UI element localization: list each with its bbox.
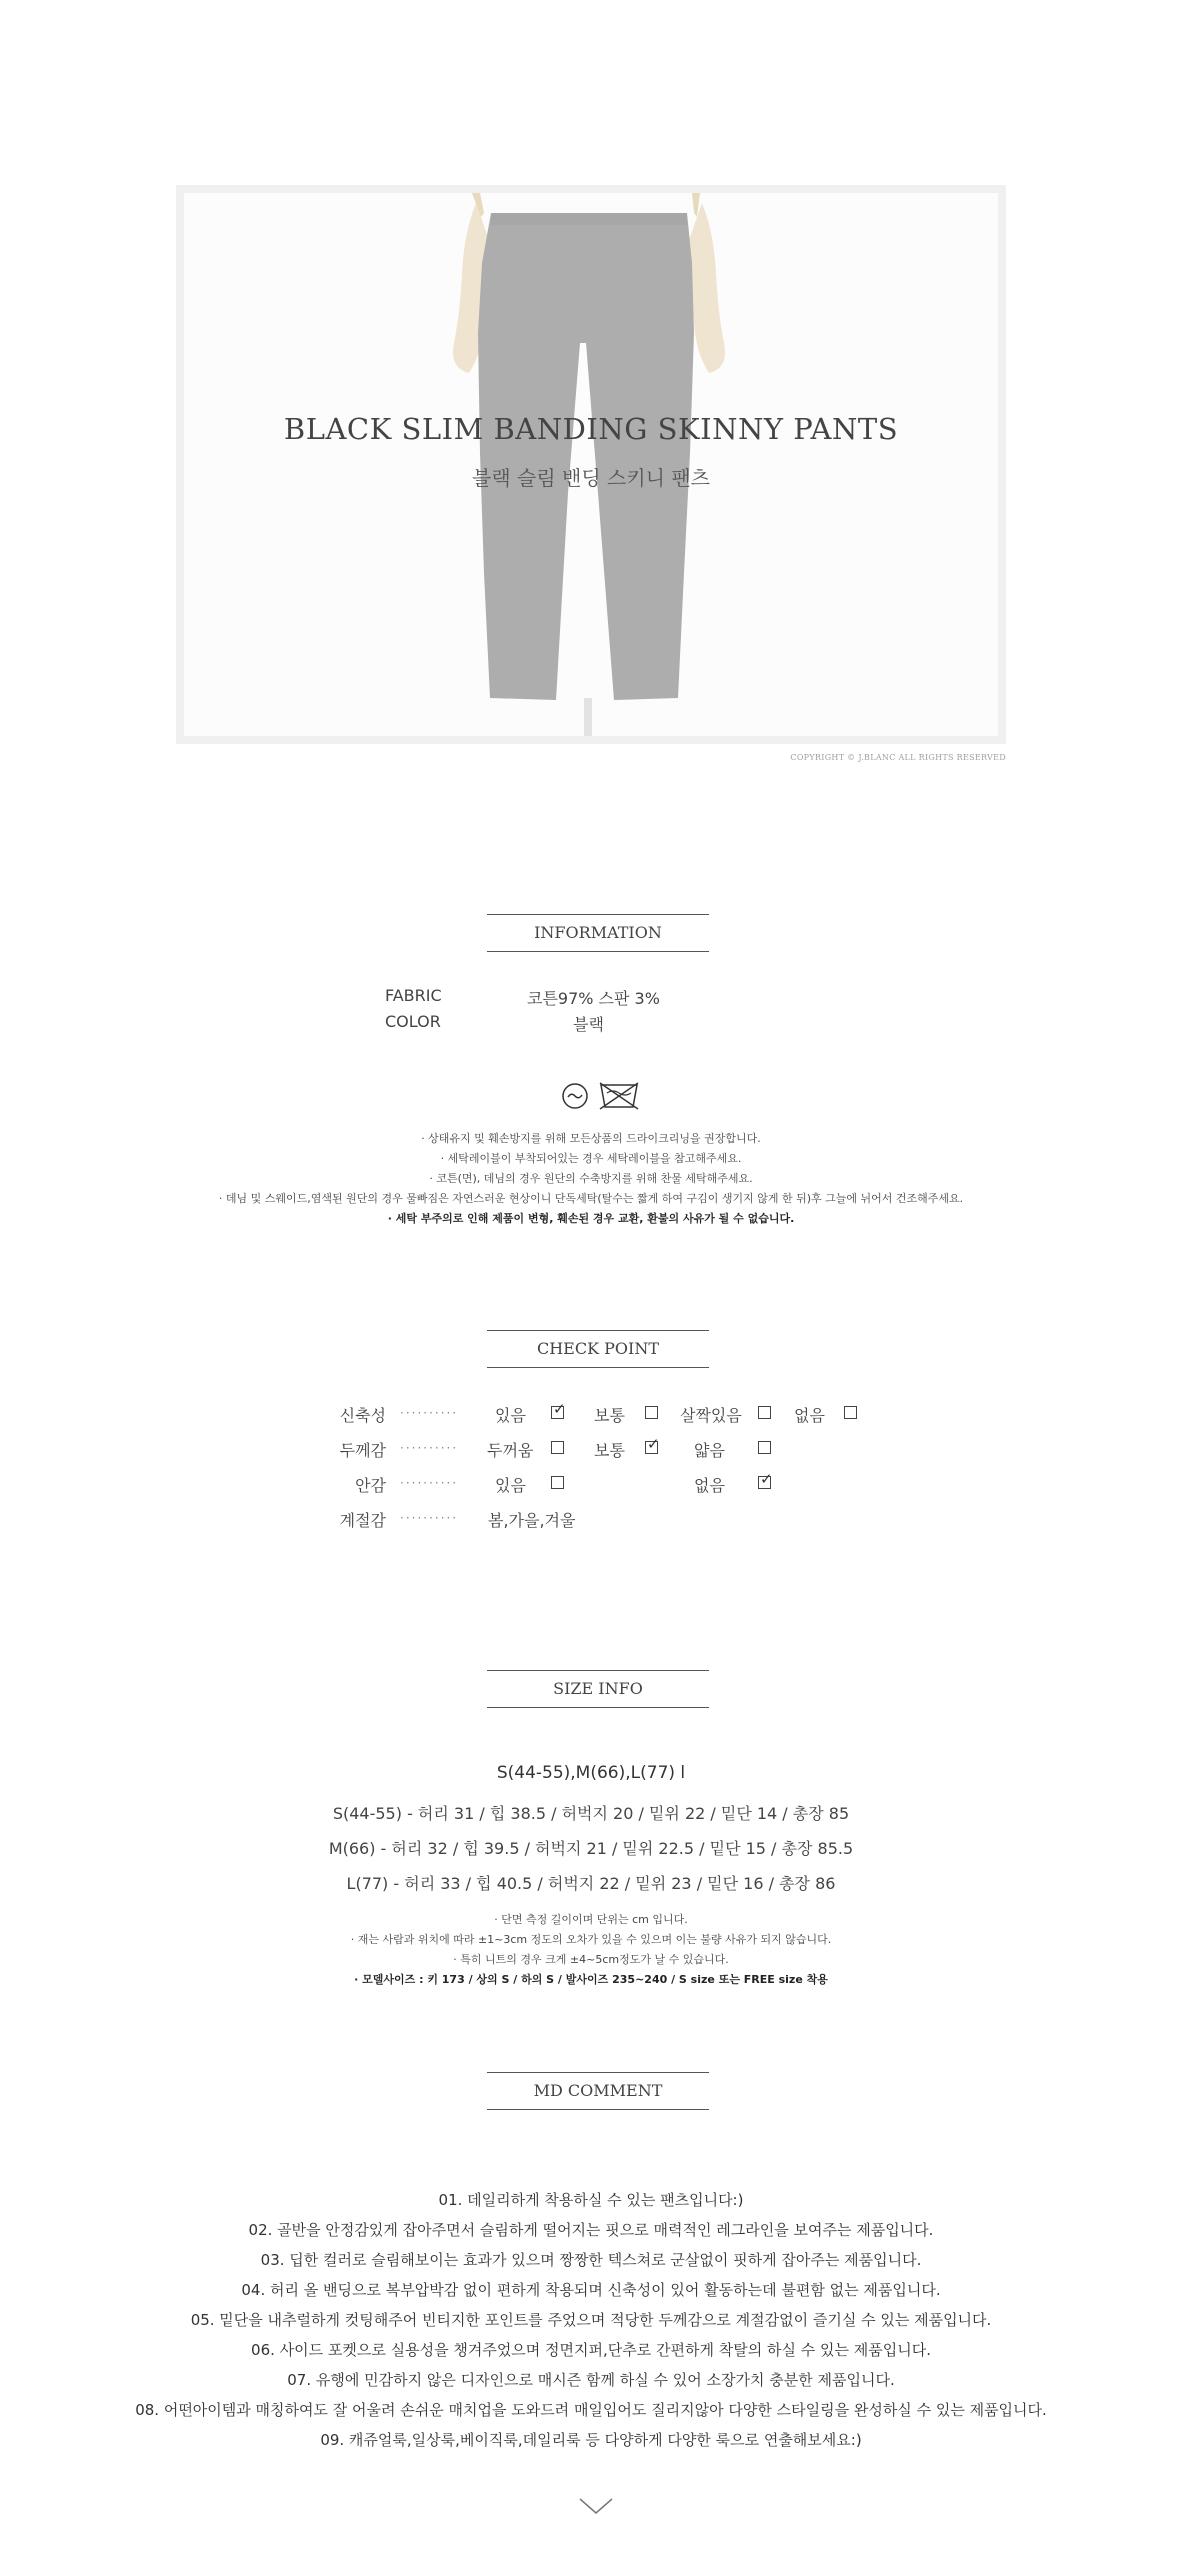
stretch-dots: ·········· <box>400 1406 459 1420</box>
thickness-thin-checkbox <box>758 1441 771 1454</box>
care-note-warning: · 세탁 부주의로 인해 제품이 변형, 훼손된 경우 교환, 환불의 사유가 될 수 없습니다. <box>387 1212 795 1225</box>
information-heading: INFORMATION <box>487 914 709 952</box>
stretch-option-slight: 살짝있음 <box>680 1406 742 1425</box>
thickness-dots: ·········· <box>400 1441 459 1455</box>
size-info-heading: SIZE INFO <box>487 1670 709 1708</box>
no-machine-wash-icon <box>599 1081 639 1111</box>
md-comment-06: 06. 사이드 포켓으로 실용성을 챙겨주었으며 정면지퍼,단추로 간편하게 착탈의 하실 수 있는 제품입니다. <box>251 2341 931 2359</box>
stretch-normal-checkbox <box>645 1406 658 1419</box>
thickness-thick-checkbox <box>551 1441 564 1454</box>
care-note-1: · 상태유지 및 훼손방지를 위해 모든상품의 드라이크리닝을 권장합니다. <box>421 1132 761 1145</box>
size-line-m: M(66) - 허리 32 / 힙 39.5 / 허벅지 21 / 밑위 22.5 / 밑단 15 / 총장 85.5 <box>328 1839 854 1858</box>
fabric-value: 코튼97% 스판 3% <box>527 989 660 1008</box>
stretch-slight-checkbox <box>758 1406 771 1419</box>
size-note-2: · 재는 사람과 위치에 따라 ±1~3cm 정도의 오차가 있을 수 있으며 이는 불량 사유가 되지 않습니다. <box>350 1933 832 1946</box>
size-line-l: L(77) - 허리 33 / 힙 40.5 / 허벅지 22 / 밑위 23 / 밑단 16 / 총장 86 <box>346 1874 836 1893</box>
care-note-3: · 코튼(면), 데님의 경우 원단의 수축방지를 위해 찬물 세탁해주세요. <box>429 1172 753 1185</box>
size-line-s: S(44-55) - 허리 31 / 힙 38.5 / 허벅지 20 / 밑위 22 / 밑단 14 / 총장 85 <box>332 1804 850 1823</box>
copyright-text: COPYRIGHT © J.BLANC ALL RIGHTS RESERVED <box>790 753 1006 762</box>
season-dots: ·········· <box>400 1511 459 1525</box>
md-comment-08: 08. 어떤아이템과 매칭하여도 잘 어울려 손쉬운 매치업을 도와드려 매일입어도 질리지않아 다양한 스타일링을 완성하실 수 있는 제품입니다. <box>135 2401 1047 2419</box>
lining-option-no: 없음 <box>694 1476 725 1495</box>
color-value: 블랙 <box>573 1015 604 1034</box>
product-title-en: BLACK SLIM BANDING SKINNY PANTS <box>283 412 899 446</box>
check-mark-icon: ✓ <box>647 1435 660 1453</box>
thickness-option-thin: 얇음 <box>694 1441 725 1460</box>
available-sizes: S(44-55),M(66),L(77) l <box>496 1763 686 1783</box>
md-comment-02: 02. 골반을 안정감있게 잡아주면서 슬림하게 떨어지는 핏으로 매력적인 레그라인을 보여주는 제품입니다. <box>248 2221 934 2239</box>
product-title-ko: 블랙 슬림 밴딩 스키니 팬츠 <box>472 466 710 490</box>
md-comment-07: 07. 유행에 민감하지 않은 디자인으로 매시즌 함께 하실 수 있어 소장가치 충분한 제품입니다. <box>287 2371 895 2389</box>
md-comment-09: 09. 캐쥬얼룩,일상룩,베이직룩,데일리룩 등 다양하게 다양한 룩으로 연출해보세요:) <box>320 2431 862 2449</box>
stretch-yes-checkbox <box>551 1400 566 1419</box>
lining-yes-checkbox <box>551 1476 564 1489</box>
size-note-3: · 특히 니트의 경우 크게 ±4~5cm정도가 날 수 있습니다. <box>453 1953 729 1966</box>
care-note-4: · 데님 및 스웨이드,염색된 원단의 경우 물빠짐은 자연스러운 현상이니 단독세탁(탈수는 짧게 하여 구김이 생기지 않게 한 뒤)후 그늘에 뉘어서 건조해주세요. <box>218 1192 964 1205</box>
check-point-heading: CHECK POINT <box>487 1330 709 1368</box>
thickness-normal-checkbox <box>645 1435 660 1454</box>
care-note-2: · 세탁레이블이 부착되어있는 경우 세탁레이블을 참고해주세요. <box>440 1152 742 1165</box>
stretch-option-normal: 보통 <box>594 1406 625 1425</box>
check-mark-icon: ✓ <box>760 1470 773 1488</box>
size-note-1: · 단면 측정 길이이며 단위는 cm 입니다. <box>494 1913 688 1926</box>
model-size-note: · 모델사이즈 : 키 173 / 상의 S / 하의 S / 발사이즈 235~240 / S size 또는 FREE size 착용 <box>354 1973 828 1986</box>
md-comment-01: 01. 데일리하게 착용하실 수 있는 팬츠입니다:) <box>438 2191 744 2209</box>
check-mark-icon: ✓ <box>553 1400 566 1418</box>
md-comment-04: 04. 허리 올 밴딩으로 복부압박감 없이 편하게 착용되며 신축성이 있어 활동하는데 불편함 없는 제품입니다. <box>241 2281 941 2299</box>
dry-clean-icon <box>561 1082 589 1110</box>
fabric-label: FABRIC <box>385 986 442 1005</box>
chevron-down-icon <box>579 2497 613 2517</box>
color-label: COLOR <box>385 1012 441 1031</box>
stretch-label: 신축성 <box>339 1406 386 1425</box>
thickness-option-thick: 두꺼움 <box>487 1441 534 1460</box>
lining-no-checkbox <box>758 1470 773 1489</box>
stretch-option-yes: 있음 <box>495 1406 526 1425</box>
stretch-option-none: 없음 <box>794 1406 825 1425</box>
stretch-none-checkbox <box>844 1406 857 1419</box>
thickness-label: 두께감 <box>339 1441 386 1460</box>
lining-dots: ·········· <box>400 1476 459 1490</box>
md-comment-03: 03. 딥한 컬러로 슬림해보이는 효과가 있으며 짱짱한 텍스쳐로 군살없이 핏하게 잡아주는 제품입니다. <box>260 2251 922 2269</box>
lining-label: 안감 <box>355 1476 386 1495</box>
season-label: 계절감 <box>339 1511 386 1530</box>
lining-option-yes: 있음 <box>495 1476 526 1495</box>
season-value: 봄,가을,겨울 <box>488 1511 576 1530</box>
thickness-option-normal: 보통 <box>594 1441 625 1460</box>
md-comment-heading: MD COMMENT <box>487 2072 709 2110</box>
md-comment-05: 05. 밑단을 내추럴하게 컷팅해주어 빈티지한 포인트를 주었으며 적당한 두께감으로 계절감없이 즐기실 수 있는 제품입니다. <box>190 2311 992 2329</box>
